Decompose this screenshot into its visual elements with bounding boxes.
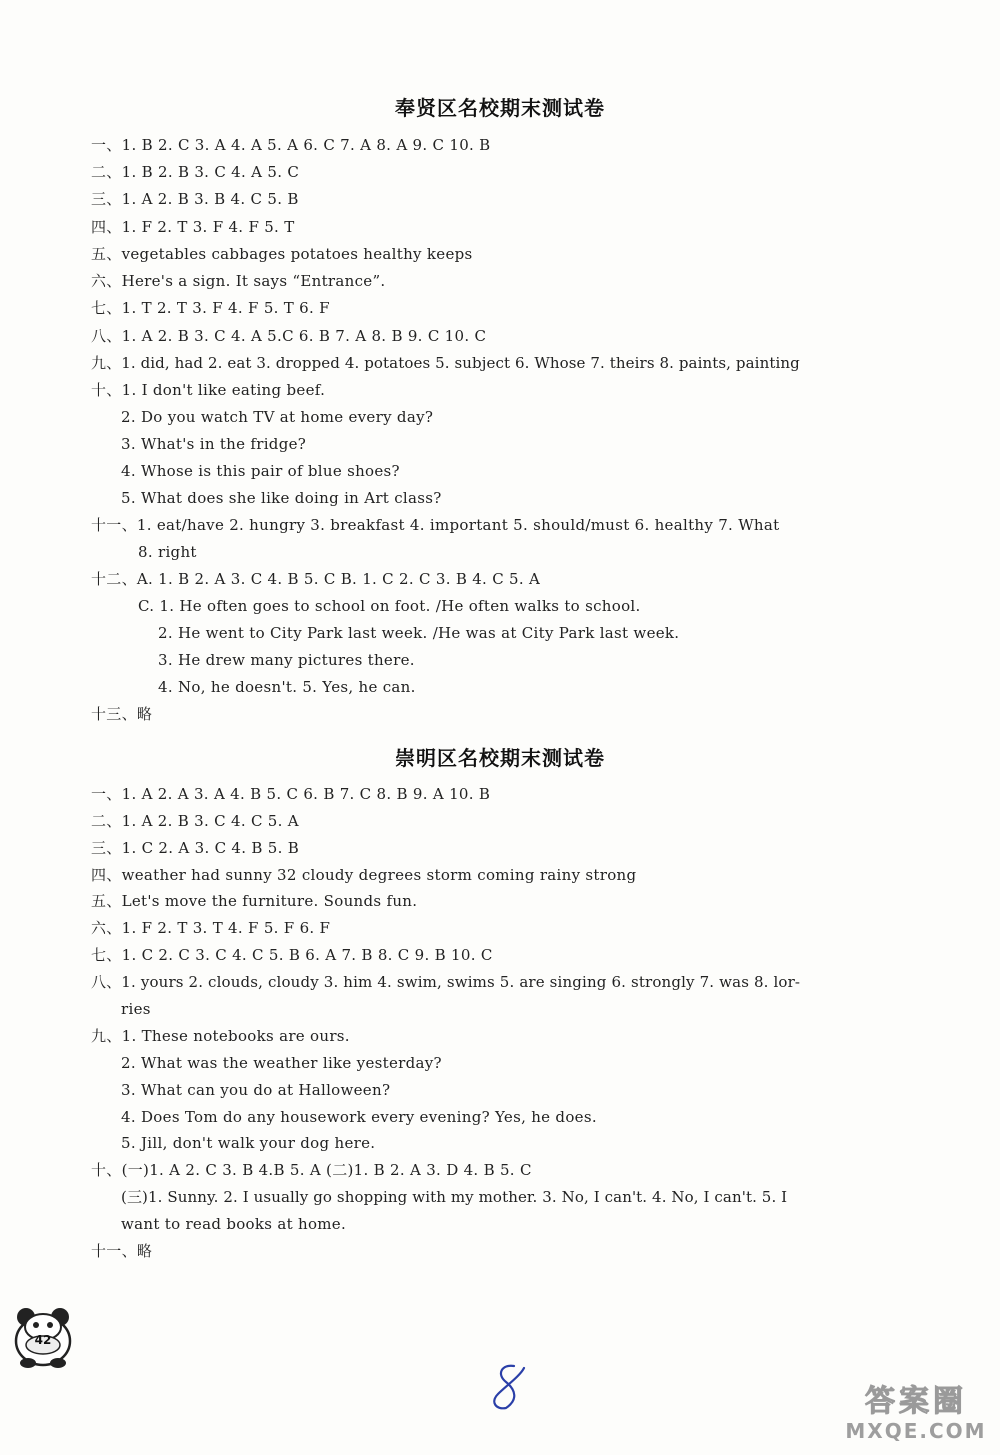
answer-line: 3. He drew many pictures there.: [158, 651, 415, 669]
answer-line: 3. What's in the fridge?: [121, 435, 307, 453]
answer-line: 五、vegetables cabbages potatoes healthy keeps: [91, 245, 473, 263]
answer-line: ries: [121, 1000, 151, 1018]
answer-line: 四、weather had sunny 32 cloudy degrees storm coming rainy strong: [91, 866, 637, 884]
watermark-url-text: MXQE.COM: [845, 1419, 987, 1443]
answer-line: 一、1. B 2. C 3. A 4. A 5. A 6. C 7. A 8. A 9. C 10. B: [91, 136, 491, 154]
answer-line: 4. No, he doesn't. 5. Yes, he can.: [158, 678, 416, 696]
answer-line: 十、1. I don't like eating beef.: [91, 381, 326, 399]
answer-line: 九、1. did, had 2. eat 3. dropped 4. potatoes 5. subject 6. Whose 7. theirs 8. paints, painting: [91, 354, 800, 372]
answer-line: 十二、A. 1. B 2. A 3. C 4. B 5. C B. 1. C 2. C 3. B 4. C 5. A: [91, 570, 541, 588]
answer-line: 七、1. T 2. T 3. F 4. F 5. T 6. F: [91, 299, 330, 317]
answer-line: 五、Let's move the furniture. Sounds fun.: [91, 892, 418, 910]
answer-line: 4. Whose is this pair of blue shoes?: [121, 462, 400, 480]
answer-line: 二、1. B 2. B 3. C 4. A 5. C: [91, 163, 300, 181]
answer-line: 十一、1. eat/have 2. hungry 3. breakfast 4. important 5. should/must 6. healthy 7. What: [91, 516, 780, 534]
answer-line: 2. He went to City Park last week. /He was at City Park last week.: [158, 624, 680, 642]
watermark-logo: [838, 1385, 994, 1449]
answer-line: 十一、略: [91, 1242, 153, 1260]
answer-line: 十、(一)1. A 2. C 3. B 4.B 5. A (二)1. B 2. A 3. D 4. B 5. C: [91, 1161, 532, 1179]
page-number: 42: [34, 1333, 52, 1347]
watermark-chinese-text: 答案圈: [865, 1384, 967, 1419]
handwritten-number-mark: [484, 1362, 534, 1412]
answer-line: 十三、略: [91, 705, 153, 723]
answer-line: 三、1. A 2. B 3. B 4. C 5. B: [91, 190, 299, 208]
answer-line: 八、1. yours 2. clouds, cloudy 3. him 4. swim, swims 5. are singing 6. strongly 7. was 8. lor-: [91, 973, 801, 991]
answer-line: 一、1. A 2. A 3. A 4. B 5. C 6. B 7. C 8. B 9. A 10. B: [91, 785, 491, 803]
answer-line: 2. Do you watch TV at home every day?: [121, 408, 434, 426]
section-title-fengxian: 奉贤区名校期末测试卷: [395, 96, 605, 120]
answer-line: 4. Does Tom do any housework every evening? Yes, he does.: [121, 1108, 597, 1126]
answer-line: 八、1. A 2. B 3. C 4. A 5.C 6. B 7. A 8. B 9. C 10. C: [91, 327, 487, 345]
answer-line: (三)1. Sunny. 2. I usually go shopping with my mother. 3. No, I can't. 4. No, I can't. 5. I: [121, 1188, 788, 1206]
answer-line: 七、1. C 2. C 3. C 4. C 5. B 6. A 7. B 8. C 9. B 10. C: [91, 946, 493, 964]
answer-line: 8. right: [138, 543, 197, 561]
answer-line: 5. What does she like doing in Art class?: [121, 489, 442, 507]
answer-line: C. 1. He often goes to school on foot. /He often walks to school.: [138, 597, 641, 615]
answer-line: 九、1. These notebooks are ours.: [91, 1027, 350, 1045]
answer-line: want to read books at home.: [121, 1215, 347, 1233]
answer-line: 六、Here's a sign. It says “Entrance”.: [91, 272, 386, 290]
answer-line: 六、1. F 2. T 3. T 4. F 5. F 6. F: [91, 919, 331, 937]
answer-line: 5. Jill, don't walk your dog here.: [121, 1134, 376, 1152]
answer-line: 3. What can you do at Halloween?: [121, 1081, 391, 1099]
answer-line: 二、1. A 2. B 3. C 4. C 5. A: [91, 812, 299, 830]
answer-line: 四、1. F 2. T 3. F 4. F 5. T: [91, 218, 295, 236]
answer-line: 三、1. C 2. A 3. C 4. B 5. B: [91, 839, 300, 857]
answer-line: 2. What was the weather like yesterday?: [121, 1054, 442, 1072]
section-title-chongming: 崇明区名校期末测试卷: [395, 746, 605, 770]
